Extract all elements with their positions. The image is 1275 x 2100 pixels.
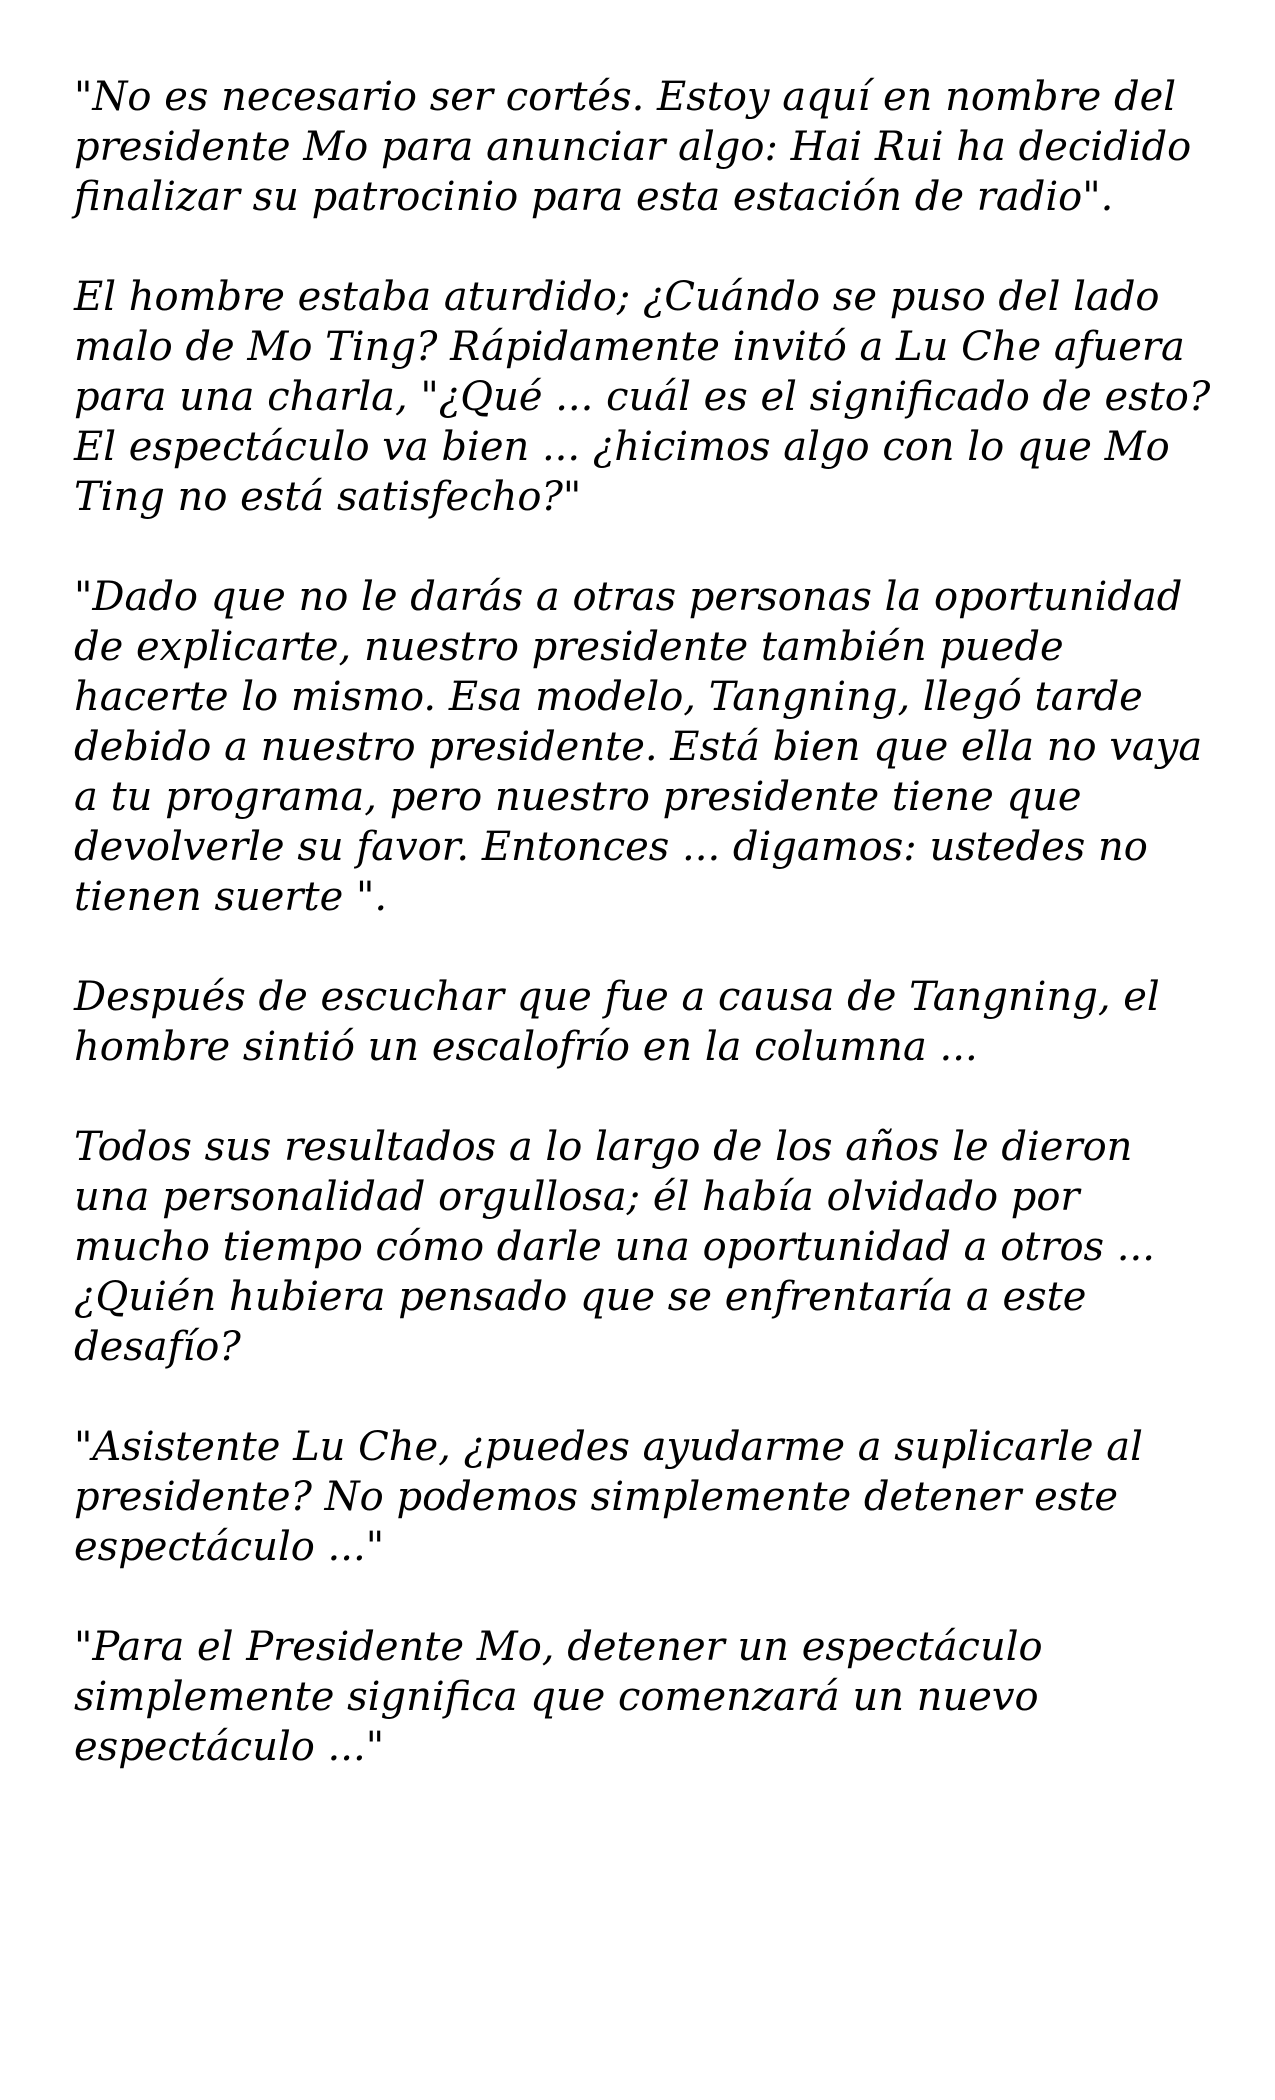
- paragraph: "Asistente Lu Che, ¿puedes ayudarme a suplicarle al presidente? No podemos simplemente detener este espectáculo ...": [74, 1424, 1143, 1570]
- paragraph: Todos sus resultados a lo largo de los años le dieron una personalidad orgullosa; él había olvidado por mucho tiempo cómo darle una oportunidad a otros ... ¿Quién hubiera pensado que se enfrentaría a este desafío?: [74, 1124, 1155, 1370]
- paragraph: Después de escuchar que fue a causa de Tangning, el hombre sintió un escalofrío en la columna ...: [74, 974, 1160, 1070]
- paragraph: "Para el Presidente Mo, detener un espectáculo simplemente significa que comenzará un nuevo espectáculo ...": [74, 1624, 1043, 1770]
- paragraph: "Dado que no le darás a otras personas la oportunidad de explicarte, nuestro presidente también puede hacerte lo mismo. Esa modelo, Tangning, llegó tarde debido a nuestro presidente. Está bien que ella no vaya a tu programa, pero nuestro presidente tiene que devolverle su favor. Entonces ... digamos: ustedes no tienen suerte ".: [74, 574, 1203, 920]
- paragraph: El hombre estaba aturdido; ¿Cuándo se puso del lado malo de Mo Ting? Rápidamente invitó a Lu Che afuera para una charla, "¿Qué ... cuál es el significado de esto? El espectáculo va bien ... ¿hicimos algo con lo que Mo Ting no está satisfecho?": [74, 274, 1211, 520]
- paragraph: "No es necesario ser cortés. Estoy aquí en nombre del presidente Mo para anunciar algo: Hai Rui ha decidido finalizar su patrocinio para esta estación de radio".: [74, 74, 1192, 220]
- document-page: [74, 72, 1214, 1772]
